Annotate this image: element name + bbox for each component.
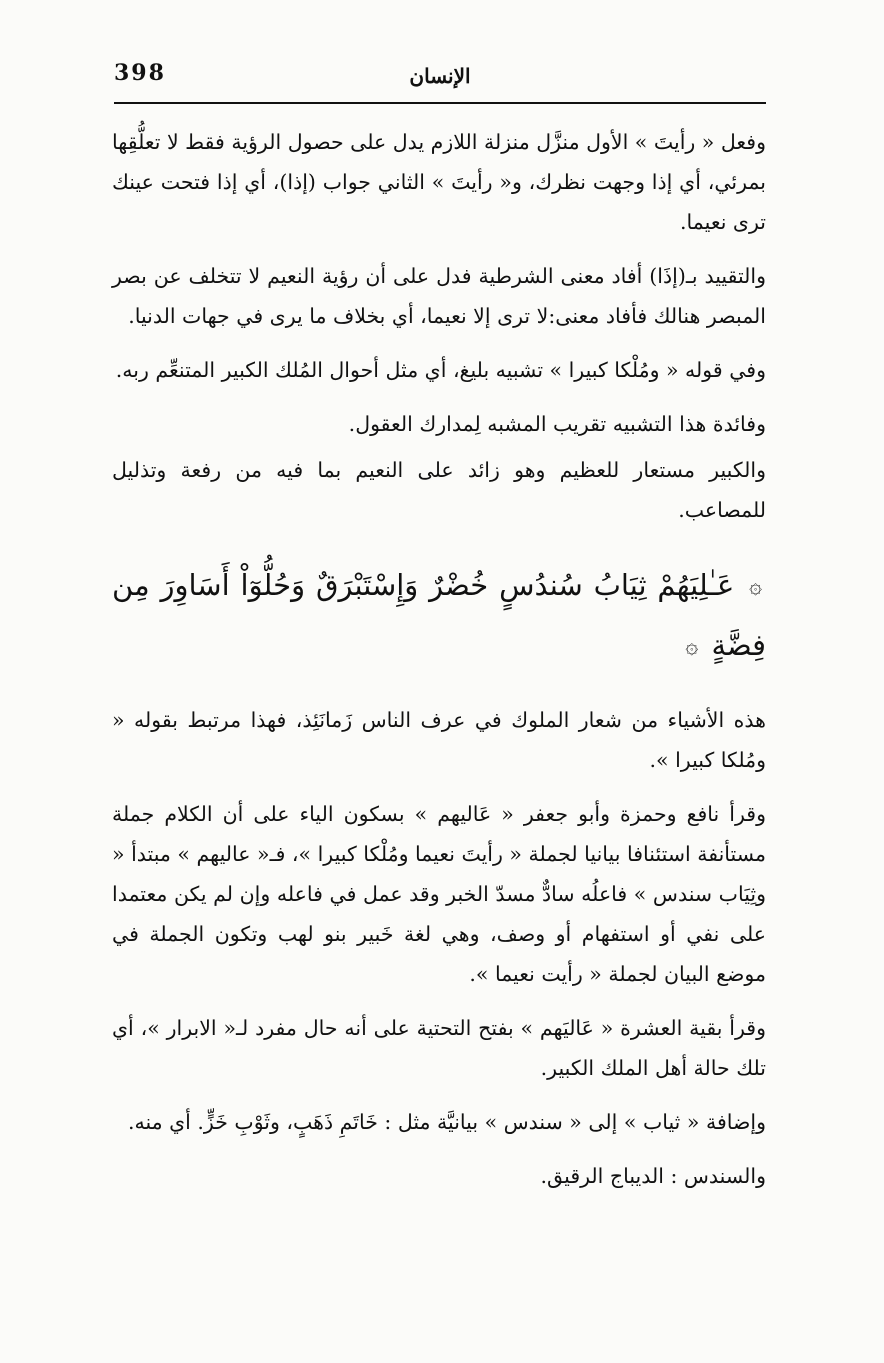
- paragraph: والتقييد بـ(إذَا) أفاد معنى الشرطية فدل على أن رؤية النعيم لا تتخلف عن بصر المبصر هنالك فأفاد معنى:لا ترى إلا نعيما، أي بخلاف ما يرى في جهات الدنيا.: [112, 264, 766, 328]
- verse-ornament-close-icon: ۞: [685, 634, 699, 659]
- paragraph: والسندس : الديباج الرقيق.: [540, 1164, 766, 1188]
- paragraph: وفعل « رأيتَ » الأول منزَّل منزلة اللازم يدل على حصول الرؤية فقط لا تعلُّقِها بمرئي، أي إذا وجهت نظرك، و« رأيتَ » الثاني جواب (إذا)، أي إذا فتحت عينك ترى نعيما.: [112, 130, 766, 234]
- page-header: [114, 58, 766, 104]
- page-number: 398: [114, 60, 166, 86]
- paragraph: وفائدة هذا التشبيه تقريب المشبه لِمدارك العقول.: [348, 412, 766, 436]
- paragraph: هذه الأشياء من شعار الملوك في عرف الناس زَمانَئِذ، فهذا مرتبط بقوله « ومُلكا كبيرا ».: [112, 708, 766, 772]
- paragraph: وقرأ بقية العشرة « عَاليَهم » بفتح التحتية على أنه حال مفرد لـ« الابرار »، أي تلك حالة أهل الملك الكبير.: [112, 1016, 766, 1080]
- paragraph: وقرأ نافع وحمزة وأبو جعفر « عَاليهم » بسكون الياء على أن الكلام جملة مستأنفة استئنافا بيانيا لجملة « رأيتَ نعيما ومُلْكا كبيرا »، فـ« عاليهم » مبتدأ « وثِيَاب سندس » فاعلُه سادٌّ مسدّ الخبر وقد عمل في فاعله وإن لم يكن معتمدا على نفي أو استفهام أو وصف، وهي لغة خَبير بنو لهب وتكون الجملة في موضع البيان لجملة « رأيت نعيما ».: [112, 802, 766, 986]
- page-body: [112, 122, 766, 1210]
- running-title: الإنسان: [409, 64, 471, 88]
- verse-text: عَـٰلِيَهُمْ ثِيَابُ سُندُسٍ خُضْرٌ وَإِسْتَبْرَقٌ وَحُلُّوٓاْ أَسَاوِرَ مِن فِضَّةٍ: [112, 568, 766, 662]
- quran-verse: [112, 556, 766, 676]
- paragraph: وإضافة « ثياب » إلى « سندس » بيانيَّة مثل : خَاتَمِ ذَهَبٍ، وثَوْبِ خَزٍّ. أي منه.: [127, 1110, 766, 1134]
- paragraph: وفي قوله « ومُلْكا كبيرا » تشبيه بليغ، أي مثل أحوال المُلك الكبير المتنعِّم ربه.: [115, 358, 766, 382]
- verse-ornament-open-icon: ۞: [749, 574, 762, 599]
- paragraph: والكبير مستعار للعظيم وهو زائد على النعيم بما فيه من رفعة وتذليل للمصاعب.: [112, 458, 766, 522]
